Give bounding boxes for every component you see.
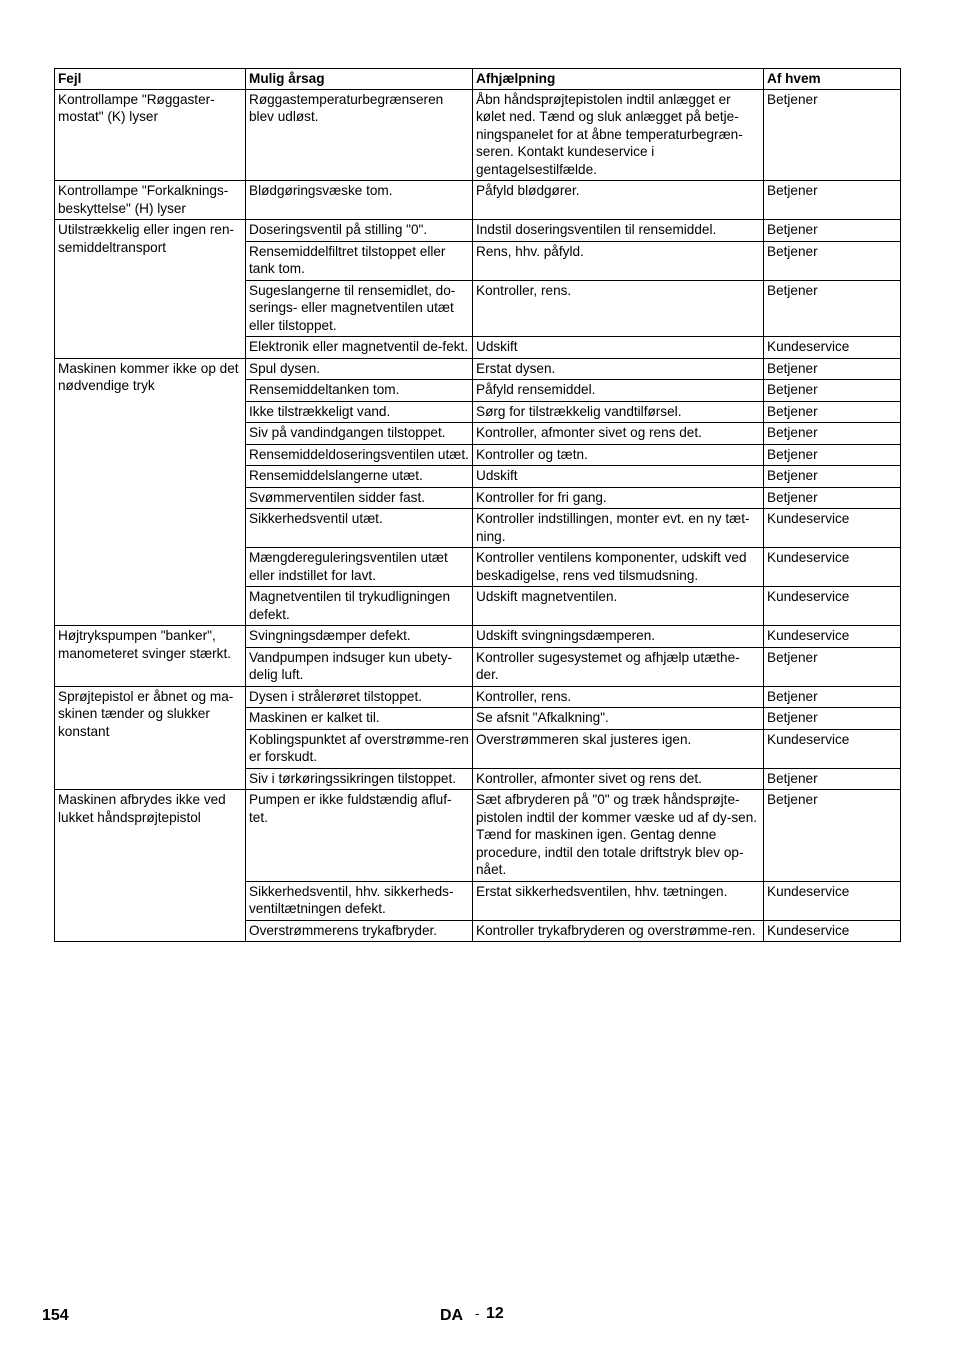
remedy-cell: Påfyld rensemiddel. <box>473 380 764 402</box>
cause-cell: Elektronik eller magnetventil de-fekt. <box>246 337 473 359</box>
remedy-cell: Udskift svingningsdæmperen. <box>473 626 764 648</box>
remedy-cell: Åbn håndsprøjtepistolen indtil anlægget er kølet ned. Tænd og sluk anlægget på betje-ningspanelet for at åbne temperaturbegræn-seren. Kontakt kundeservice i gentagelsestilfælde. <box>473 89 764 181</box>
responsible-cell: Betjener <box>764 380 901 402</box>
responsible-cell: Betjener <box>764 686 901 708</box>
remedy-cell: Påfyld blødgører. <box>473 181 764 220</box>
responsible-cell: Betjener <box>764 768 901 790</box>
page-number: 154 <box>42 1307 69 1324</box>
header-cause: Mulig årsag <box>246 69 473 90</box>
remedy-cell: Kontroller sugesystemet og afhjælp utæthe-der. <box>473 647 764 686</box>
header-fault: Fejl <box>55 69 246 90</box>
responsible-cell: Kundeservice <box>764 881 901 920</box>
cause-cell: Maskinen er kalket til. <box>246 708 473 730</box>
cause-cell: Spul dysen. <box>246 358 473 380</box>
cause-cell: Svingningsdæmper defekt. <box>246 626 473 648</box>
remedy-cell: Kontroller, afmonter sivet og rens det. <box>473 423 764 445</box>
cause-cell: Pumpen er ikke fuldstændig afluf-tet. <box>246 790 473 882</box>
responsible-cell: Kundeservice <box>764 548 901 587</box>
remedy-cell: Overstrømmeren skal justeres igen. <box>473 729 764 768</box>
remedy-cell: Kontroller, rens. <box>473 686 764 708</box>
responsible-cell: Betjener <box>764 708 901 730</box>
table-row <box>55 89 901 181</box>
table-header-row <box>55 69 901 90</box>
remedy-cell: Erstat dysen. <box>473 358 764 380</box>
fault-cell: Utilstrækkelig eller ingen ren-semiddeltransport <box>55 220 246 359</box>
cause-cell: Vandpumpen indsuger kun ubety-delig luft. <box>246 647 473 686</box>
remedy-cell: Udskift magnetventilen. <box>473 587 764 626</box>
cause-cell: Overstrømmerens trykafbryder. <box>246 920 473 942</box>
table-row <box>55 686 901 708</box>
cause-cell: Rensemiddelslangerne utæt. <box>246 466 473 488</box>
language-code: DA <box>440 1307 464 1324</box>
remedy-cell: Kontroller, afmonter sivet og rens det. <box>473 768 764 790</box>
fault-cell: Maskinen kommer ikke op det nødvendige tryk <box>55 358 246 626</box>
remedy-cell: Indstil doseringsventilen til rensemiddel. <box>473 220 764 242</box>
cause-cell: Rensemiddeldoseringsventilen utæt. <box>246 444 473 466</box>
responsible-cell: Betjener <box>764 220 901 242</box>
remedy-cell: Sørg for tilstrækkelig vandtilførsel. <box>473 401 764 423</box>
cause-cell: Røggastemperaturbegrænseren blev udløst. <box>246 89 473 181</box>
responsible-cell: Betjener <box>764 466 901 488</box>
remedy-cell: Kontroller for fri gang. <box>473 487 764 509</box>
responsible-cell: Betjener <box>764 401 901 423</box>
fault-cell: Højtrykspumpen "banker", manometeret svinger stærkt. <box>55 626 246 687</box>
cause-cell: Magnetventilen til trykudligningen defekt. <box>246 587 473 626</box>
table-row <box>55 358 901 380</box>
cause-cell: Ikke tilstrækkeligt vand. <box>246 401 473 423</box>
cause-cell: Koblingspunktet af overstrømme-ren er forskudt. <box>246 729 473 768</box>
table-row <box>55 220 901 242</box>
responsible-cell: Kundeservice <box>764 729 901 768</box>
table-row <box>55 181 901 220</box>
responsible-cell: Kundeservice <box>764 509 901 548</box>
cause-cell: Siv på vandindgangen tilstoppet. <box>246 423 473 445</box>
remedy-cell: Kontroller ventilens komponenter, udskift ved beskadigelse, rens ved tilsmudsning. <box>473 548 764 587</box>
table-body <box>55 89 901 942</box>
remedy-cell: Se afsnit "Afkalkning". <box>473 708 764 730</box>
remedy-cell: Kontroller trykafbryderen og overstrømme-ren. <box>473 920 764 942</box>
remedy-cell: Erstat sikkerhedsventilen, hhv. tætningen. <box>473 881 764 920</box>
responsible-cell: Betjener <box>764 790 901 882</box>
responsible-cell: Betjener <box>764 89 901 181</box>
responsible-cell: Betjener <box>764 241 901 280</box>
remedy-cell: Sæt afbryderen på "0" og træk håndsprøjte-pistolen indtil der kommer væske ud af dy-sen. Tænd for maskinen igen. Gentag denne procedure, indtil den totale driftstryk blev op-nået. <box>473 790 764 882</box>
responsible-cell: Betjener <box>764 487 901 509</box>
cause-cell: Mængdereguleringsventilen utæt eller indstillet for lavt. <box>246 548 473 587</box>
troubleshooting-table <box>54 68 901 942</box>
remedy-cell: Udskift <box>473 466 764 488</box>
responsible-cell: Betjener <box>764 358 901 380</box>
cause-cell: Dysen i strålerøret tilstoppet. <box>246 686 473 708</box>
footer-separator: - <box>475 1305 480 1321</box>
remedy-cell: Kontroller, rens. <box>473 280 764 337</box>
responsible-cell: Kundeservice <box>764 920 901 942</box>
responsible-cell: Kundeservice <box>764 626 901 648</box>
fault-cell: Kontrollampe "Røggaster-mostat" (K) lyser <box>55 89 246 181</box>
table-row <box>55 790 901 882</box>
cause-cell: Siv i tørkøringssikringen tilstoppet. <box>246 768 473 790</box>
responsible-cell: Betjener <box>764 181 901 220</box>
cause-cell: Sikkerhedsventil utæt. <box>246 509 473 548</box>
cause-cell: Svømmerventilen sidder fast. <box>246 487 473 509</box>
responsible-cell: Betjener <box>764 647 901 686</box>
section-page-number: 12 <box>486 1305 504 1322</box>
fault-cell: Kontrollampe "Forkalknings-beskyttelse" (H) lyser <box>55 181 246 220</box>
remedy-cell: Rens, hhv. påfyld. <box>473 241 764 280</box>
responsible-cell: Betjener <box>764 444 901 466</box>
header-remedy: Afhjælpning <box>473 69 764 90</box>
cause-cell: Blødgøringsvæske tom. <box>246 181 473 220</box>
cause-cell: Doseringsventil på stilling "0". <box>246 220 473 242</box>
fault-cell: Sprøjtepistol er åbnet og ma-skinen tænder og slukker konstant <box>55 686 246 790</box>
responsible-cell: Betjener <box>764 423 901 445</box>
fault-cell: Maskinen afbrydes ikke ved lukket håndsprøjtepistol <box>55 790 246 942</box>
remedy-cell: Kontroller indstillingen, monter evt. en ny tæt-ning. <box>473 509 764 548</box>
responsible-cell: Betjener <box>764 280 901 337</box>
table-row <box>55 626 901 648</box>
responsible-cell: Kundeservice <box>764 337 901 359</box>
header-responsible: Af hvem <box>764 69 901 90</box>
responsible-cell: Kundeservice <box>764 587 901 626</box>
cause-cell: Sikkerhedsventil, hhv. sikkerheds-ventiltætningen defekt. <box>246 881 473 920</box>
remedy-cell: Kontroller og tætn. <box>473 444 764 466</box>
remedy-cell: Udskift <box>473 337 764 359</box>
cause-cell: Rensemiddeltanken tom. <box>246 380 473 402</box>
cause-cell: Sugeslangerne til rensemidlet, do-serings- eller magnetventilen utæt eller tilstoppet. <box>246 280 473 337</box>
cause-cell: Rensemiddelfiltret tilstoppet eller tank tom. <box>246 241 473 280</box>
